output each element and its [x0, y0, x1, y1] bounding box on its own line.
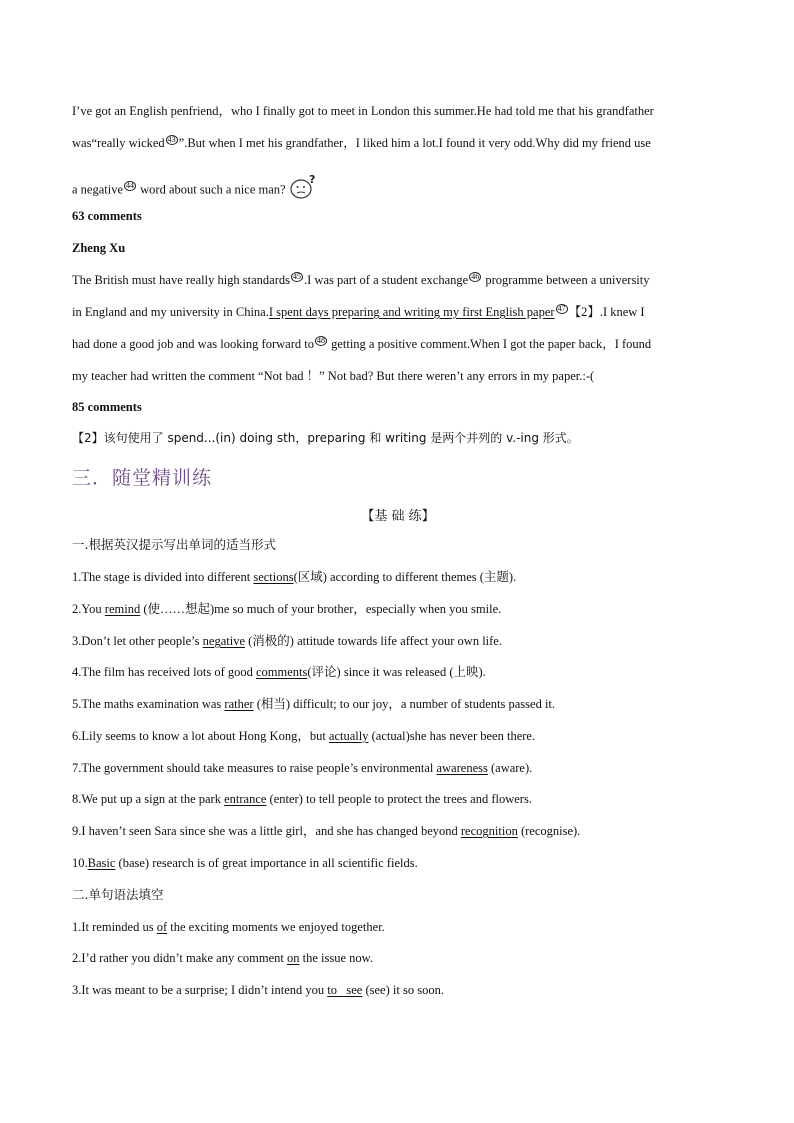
basic-practice-label: 【基 础 练】: [361, 509, 435, 524]
exercise-item-8: 8.We put up a sign at the park entrance (enter) to tell people to protect the trees and flowers.: [72, 792, 532, 806]
post2-line4: my teacher had written the comment “Not bad ！” Not bad? But there weren’t any errors in my paper.:-(: [72, 369, 595, 383]
footnote-46: 46: [471, 271, 480, 281]
exercise-item-2: 2.You remind (使……想起)me so much of your brother，especially when you smile.: [72, 602, 502, 616]
footnote-45: 45: [293, 271, 302, 281]
part2-title: 二.单句语法填空: [72, 887, 164, 902]
footnote-43: 43: [167, 134, 176, 144]
post2-author: Zheng Xu: [72, 241, 126, 255]
post1-line3: a negative 44 word about such a nice man? ?: [72, 174, 724, 207]
part1-title: 一.根据英汉提示写出单词的适当形式: [72, 537, 276, 552]
post2-comments[interactable]: 85 comments: [72, 400, 142, 414]
grammar-item-2: 2.I’d rather you didn’t make any comment on the issue now.: [72, 951, 373, 965]
confused-face-icon: [289, 174, 319, 207]
exercise-item-4: 4.The film has received lots of good comments(评论) since it was released (上映).: [72, 665, 486, 679]
post2-line2: in England and my university in China.I spent days preparing and writing my first English paper 47 【2】.I knew I: [72, 303, 645, 319]
exercise-item-10: 10.Basic (base) research is of great importance in all scientific fields.: [72, 856, 418, 870]
footnote-44: 44: [126, 181, 135, 191]
exercise-item-9: 9.I haven’t seen Sara since she was a little girl，and she has changed beyond recognition (recognise).: [72, 824, 581, 838]
exercise-item-5: 5.The maths examination was rather (相当) difficult; to our joy，a number of students passed it.: [72, 697, 556, 711]
exercise-item-6: 6.Lily seems to know a lot about Hong Kong，but actually (actual)she has never been there.: [72, 729, 536, 743]
post1-line2: was“really wicked 43 ”.But when I met his grandfather，I liked him a lot.I found it very odd.Why did my friend use: [72, 134, 651, 150]
exercise-item-7: 7.The government should take measures to raise people’s environmental awareness (aware).: [72, 761, 533, 775]
footnote-48: 48: [316, 335, 325, 345]
section-title: 三．随堂精训练: [72, 467, 213, 489]
post2-line1: The British must have really high standards 45 .I was part of a student exchange 46 programme between a university: [72, 271, 650, 287]
grammar-note: 【2】该句使用了 spend...(in) doing sth，preparing 和 writing 是两个并列的 v.-ing 形式。: [72, 431, 579, 445]
grammar-item-3: 3.It was meant to be a surprise; I didn’t intend you to see (see) it so soon.: [72, 983, 444, 997]
exercise-item-3: 3.Don’t let other people’s negative (消极的) attitude towards life affect your own life.: [72, 634, 502, 648]
grammar-item-1: 1.It reminded us of the exciting moments we enjoyed together.: [72, 920, 385, 934]
post1-line1: I’ve got an English penfriend，who I finally got to meet in London this summer.He had told me that his grandfather: [72, 104, 654, 118]
post1-comments[interactable]: 63 comments: [72, 209, 142, 223]
exercise-item-1: 1.The stage is divided into different sections(区域) according to different themes (主题).: [72, 570, 517, 584]
post2-line3: had done a good job and was looking forward to 48 getting a positive comment.When I got the paper back，I found: [72, 335, 652, 351]
svg-text:?: ?: [308, 174, 316, 186]
footnote-47: 47: [557, 303, 566, 313]
